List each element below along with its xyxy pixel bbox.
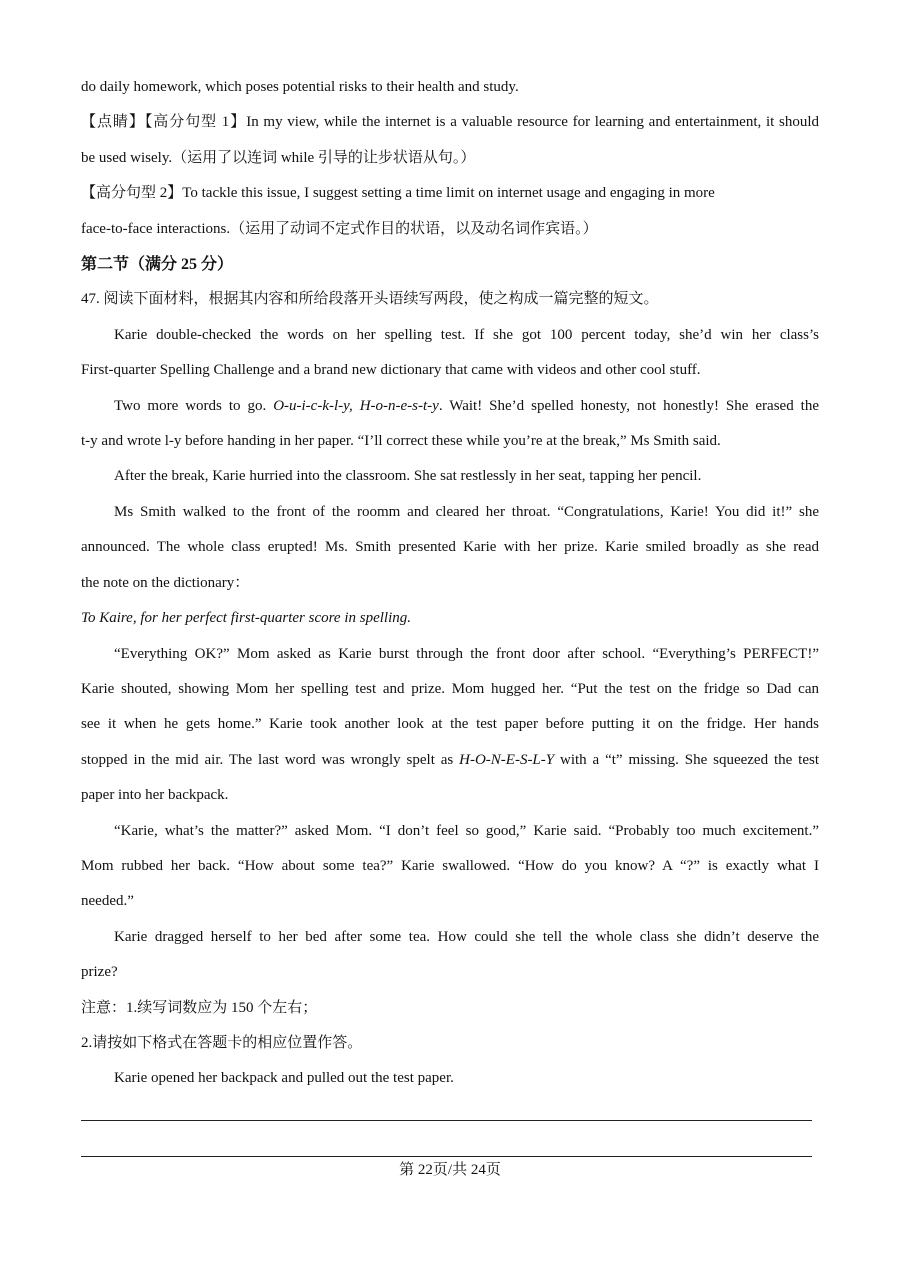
text-line: do daily homework, which poses potential risks to their health and study.	[81, 79, 519, 95]
story-line: Mom rubbed her back. “How about some tea?” Karie swallowed. “How do you know? A “?” is exactly what I	[81, 857, 819, 874]
story-line: After the break, Karie hurried into the classroom. She sat restlessly in her seat, tapping her pencil.	[114, 468, 702, 485]
story-line: Karie dragged herself to her bed after some tea. How could she tell the whole class she didn’t deserve the	[114, 928, 819, 945]
story-line: Two more words to go. O-u-i-c-k-l-y, H-o-n-e-s-t-y. Wait! She’d spelled honesty, not honestly! She erased the	[114, 397, 819, 414]
story-line: prize?	[81, 964, 118, 981]
section-heading: 第二节（满分 25 分）	[81, 256, 234, 274]
story-line: needed.”	[81, 893, 134, 910]
notice-line: 2.请按如下格式在答题卡的相应位置作答。	[81, 1034, 363, 1051]
page-number: 第 22页/共 24页	[399, 1162, 501, 1178]
story-line: Ms Smith walked to the front of the roomm and cleared her throat. “Congratulations, Karie! You did it!” she	[114, 503, 819, 520]
answer-line	[81, 1120, 812, 1121]
story-line: First-quarter Spelling Challenge and a brand new dictionary that came with videos and other cool stuff.	[81, 362, 701, 379]
notice-line: 注意：1.续写词数应为 150 个左右；	[81, 999, 318, 1016]
story-line: Karie double-checked the words on her spelling test. If she got 100 percent today, she’d win her class’s	[114, 326, 819, 343]
story-line: announced. The whole class erupted! Ms. Smith presented Karie with her prize. Karie smiled broadly as she read	[81, 539, 819, 556]
answer-line	[81, 1156, 812, 1157]
dictionary-note: To Kaire, for her perfect first-quarter score in spelling.	[81, 610, 411, 627]
story-line: t-y and wrote l-y before handing in her paper. “I’ll correct these while you’re at the break,” Ms Smith said.	[81, 433, 721, 450]
document-body	[81, 70, 819, 1097]
text-line: 【点睛】【高分句型 1】In my view, while the internet is a valuable resource for learning and entertainment, it should	[81, 114, 819, 131]
text-line: 【高分句型 2】To tackle this issue, I suggest setting a time limit on internet usage and engaging in more	[81, 185, 715, 202]
story-line: “Everything OK?” Mom asked as Karie burst through the front door after school. “Everything’s PERFECT!”	[114, 645, 819, 662]
story-line: Karie shouted, showing Mom her spelling test and prize. Mom hugged her. “Put the test on the fridge so Dad can	[81, 680, 819, 697]
story-line: the note on the dictionary：	[81, 574, 250, 591]
story-line: see it when he gets home.” Karie took another look at the test paper before putting it on the fridge. Her hands	[81, 716, 819, 733]
story-line: “Karie, what’s the matter?” asked Mom. “I don’t feel so good,” Karie said. “Probably too much excitement.”	[114, 822, 819, 839]
opening-sentence: Karie opened her backpack and pulled out the test paper.	[114, 1070, 454, 1087]
story-line: paper into her backpack.	[81, 787, 229, 804]
story-line: stopped in the mid air. The last word was wrongly spelt as H-O-N-E-S-L-Y with a “t” missing. She squeezed the test	[81, 751, 820, 768]
text-line: face-to-face interactions.（运用了动词不定式作目的状语，以及动名词作宾语。）	[81, 220, 598, 237]
text-line: be used wisely.（运用了以连词 while 引导的让步状语从句。）	[81, 149, 476, 166]
question-prompt: 47. 阅读下面材料，根据其内容和所给段落开头语续写两段，使之构成一篇完整的短文。	[81, 291, 659, 308]
